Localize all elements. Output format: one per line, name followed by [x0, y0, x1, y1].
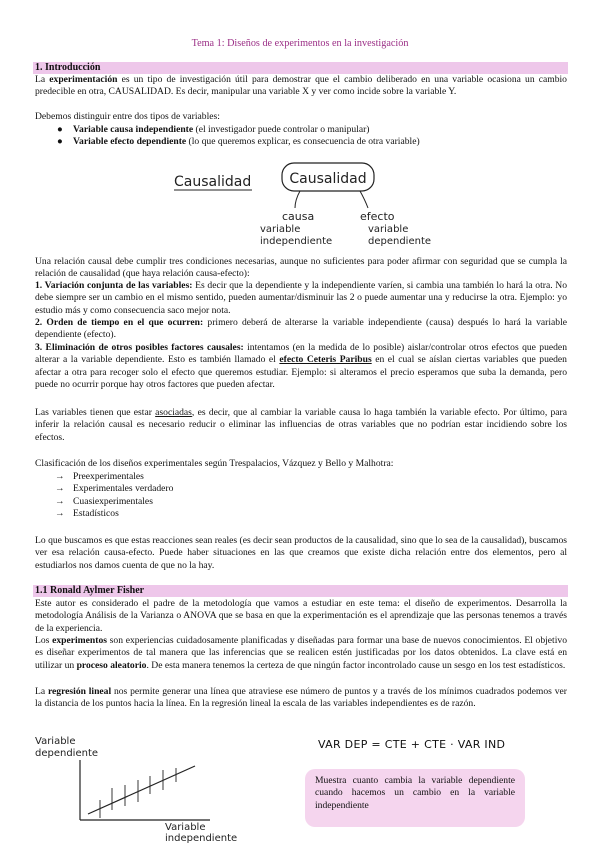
list-item-label: Preexperimentales: [73, 471, 144, 482]
regression-sketch: [30, 730, 270, 845]
text: Las variables tienen que estar: [35, 407, 156, 418]
bold-term: 3. Eliminación de otros posibles factores causales:: [35, 342, 244, 353]
text: en el cual se aíslan ciertas variables que pueden afectar a otra para recoger solo el efecto que queremos estudiar. Ejemplo: si alteramos el precio esperamos que suba la demanda, pero puede no ocurrir porque hay otros factores que pueden afectar.: [35, 354, 567, 390]
text: La: [35, 686, 48, 697]
residual-marks: [100, 768, 176, 818]
diagram-left-word: Causalidad: [174, 174, 252, 190]
list-item: [55, 496, 173, 508]
text: primero deberá de alterarse la variable independiente (causa) después lo hará la variable dependiente (efecto).: [35, 317, 567, 341]
diagram-cause: causa: [282, 210, 315, 223]
text: La: [35, 74, 50, 85]
list-item-label: Estadísticos: [73, 507, 119, 519]
note-box: Muestra cuanto cambia la variable dependiente cuando hacemos un cambio en la variable independiente: [305, 769, 525, 827]
bold-term: 1. Variación conjunta de las variables:: [35, 280, 193, 291]
section-heading-intro: 1. Introducción: [33, 62, 568, 74]
bold-term: experimentación: [49, 74, 118, 85]
paragraph-classification: Clasificación de los diseños experimentales según Trespalacios, Vázquez y Bello y Malhotra:: [35, 458, 394, 469]
bullet-icon: ●: [57, 124, 63, 135]
section-heading-fisher: 1.1 Ronald Aylmer Fisher: [33, 585, 568, 597]
list-item: [55, 483, 173, 495]
variable-bullet-list: [55, 124, 565, 149]
paragraph-regression: [35, 686, 567, 711]
arrow-icon: →: [55, 471, 65, 482]
text: son experiencias cuidadosamente planificadas y diseñadas para formar una base de nuevos conocimientos. El objetivo es diseñar experimentos de tal manera que las inferencias que se realicen estén justificadas por los datos obtenidos. La clave está en utilizar un: [35, 635, 567, 671]
condition-1: [35, 280, 567, 317]
bold-term: experimentos: [52, 635, 107, 646]
regression-line: [88, 766, 195, 814]
classification-list: [55, 471, 173, 520]
diagram-sub-left-2: independiente: [260, 236, 333, 247]
list-item-label: Cuasiexperimentales: [73, 495, 153, 507]
arrow-icon: →: [55, 495, 65, 507]
bullet-item: [55, 124, 565, 136]
causality-diagram: [160, 158, 460, 250]
document-title: Tema 1: Diseños de experimentos en la investigación: [191, 38, 409, 49]
bullet-icon: ●: [57, 136, 63, 148]
diagram-effect: efecto: [360, 210, 395, 223]
graph-ylabel-2: dependiente: [35, 748, 99, 759]
text: intentamos (en la medida de lo posible) aislar/controlar otros efectos que pueden alterar a la variable dependiente. Esto es también llamado el: [35, 342, 567, 366]
bold-term: proceso aleatorio: [76, 659, 147, 671]
bold-term: Variable efecto dependiente: [73, 136, 187, 148]
bullet-item: [55, 136, 565, 148]
arrow-icon: →: [55, 483, 65, 495]
paragraph-intro: [35, 74, 567, 99]
paragraph-associated: [35, 407, 567, 444]
bold-term: Variable causa independiente: [73, 124, 194, 135]
text: (el investigador puede controlar o manipular): [193, 124, 370, 135]
regression-formula: VAR DEP = CTE + CTE · VAR IND: [318, 738, 506, 751]
text: es un tipo de investigación útil para demostrar que el cambio deliberado en una variable ocasiona un cambio predecible en otra, CAUSALIDAD. Es decir, manipular una variable X y ver como incide sobre la variable Y.: [35, 74, 567, 98]
diagram-sub-left-1: variable: [260, 224, 301, 235]
branch-line-right: [360, 191, 368, 208]
paragraph-variables-intro: Debemos distinguir entre dos tipos de variables:: [35, 111, 220, 122]
graph-xlabel-2: independiente: [165, 833, 238, 844]
paragraph-conditions-intro: Una relación causal debe cumplir tres condiciones necesarias, aunque no suficientes para poder afirmar con seguridad que se cumpla la relación de causalidad (que haya relación causa-efecto):: [35, 256, 567, 280]
bold-term: regresión lineal: [47, 686, 112, 697]
condition-2: [35, 317, 567, 342]
diagram-center-word: Causalidad: [289, 171, 367, 187]
underlined-term: asociadas: [155, 407, 192, 418]
diagram-sub-right-2: dependiente: [368, 236, 432, 247]
text: (lo que queremos explicar, es consecuencia de otra variable): [186, 136, 420, 148]
graph-ylabel-1: Variable: [35, 736, 76, 747]
branch-line-left: [295, 191, 300, 208]
arrow-icon: →: [55, 507, 65, 519]
paragraph-fisher: Este autor es considerado el padre de la metodología que vamos a estudiar en este tema: el diseño de experimentos. Desarrolla la metodología Análisis de la Varianza o ANOVA que se basa en que la experimentación es el aprendizaje que las personas tenemos a través de la experiencia.: [35, 598, 567, 634]
bold-term: 2. Orden de tiempo en el que ocurren:: [35, 317, 204, 328]
list-item: [55, 508, 173, 520]
list-item-label: Experimentales verdadero: [73, 483, 174, 495]
text: . De esta manera tenemos la certeza de que ningún factor incontrolado cause un sesgo en los test estadísticos.: [146, 659, 566, 671]
diagram-sub-right-1: variable: [368, 224, 409, 235]
text: nos permite generar una línea que atraviese ese número de puntos y a través de los mínimos cuadrados podemos ver la distancia de los puntos hacia la línea. En la regresión lineal la escala de las variables independientes es de razón.: [35, 686, 567, 710]
list-item: [55, 471, 173, 483]
ceteris-paribus-term: efecto Ceteris Paribus: [279, 354, 372, 366]
paragraph-experiments: [35, 635, 567, 672]
paragraph-real-reactions: Lo que buscamos es que estas reacciones sean reales (es decir sean productos de la causalidad, sino que lo sea de la causalidad), buscamos ver esa relación causa-efecto. Puede haber situaciones en las que creamos que existe dicha relación entre dos elementos, pero al estudiarlos nos damos cuenta de que no la hay.: [35, 535, 567, 571]
text: , es decir, que al cambiar la variable causa lo haga también la variable efecto. Por último, para inferir la relación causal es necesario reducir o eliminar las influencias de otras variables que no podrían estar incidiendo sobre los efectos.: [35, 407, 567, 443]
graph-xlabel-1: Variable: [165, 822, 206, 833]
text: Los: [35, 635, 53, 646]
text: Es decir que la dependiente y la independiente varíen, si cambia una también lo hará la otra. No debe siempre ser un cambio en el mismo sentido, pueden aumentar/disminuir las 2 o puede aumentar una y reducirse la otra. Ejemplo: yo estudio más y como consecuencia saco mejor nota.: [35, 280, 567, 316]
condition-3: [35, 342, 567, 391]
